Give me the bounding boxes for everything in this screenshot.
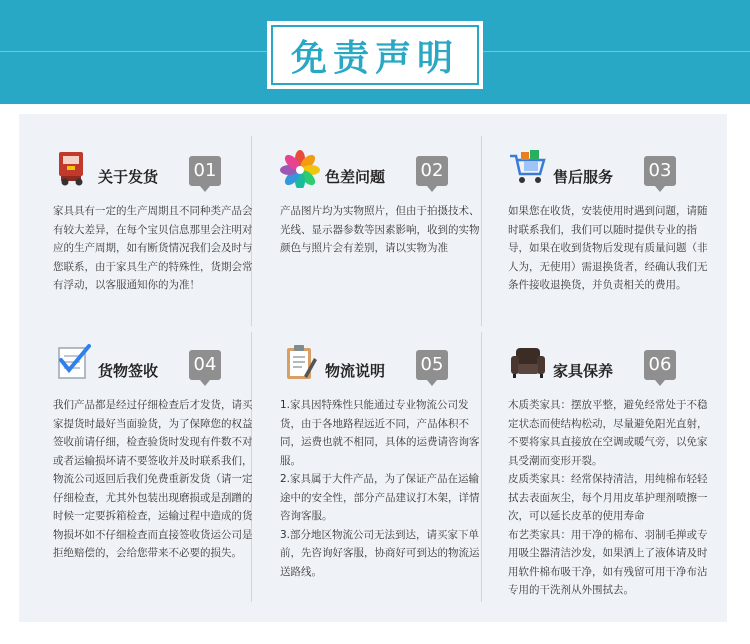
number-badge: 04 xyxy=(189,350,221,380)
card-paragraph: 产品图片均为实物照片，但由于拍摄技术、光线、显示器参数等因素影响，收到的实物颜色与照片会有差别，请以实物为准 xyxy=(280,205,480,254)
clipboard-icon xyxy=(280,342,320,382)
card-title: 物流说明 xyxy=(325,362,386,380)
card-logistics xyxy=(280,336,480,581)
card-paragraph: 布艺类家具：用干净的棉布、羽制毛掸或专用吸尘器清洁沙发，如果洒上了液体请及时用软件棉布吸干净，如有残留可用干净布沾专用的干洗剂从外围拭去。 xyxy=(508,528,708,596)
card-after-sales xyxy=(508,142,708,295)
color-palette-icon xyxy=(280,148,320,188)
card-paragraph: 2.家具属于大件产品，为了保证产品在运输途中的安全性，部分产品建议打木架，详情咨询客服。 xyxy=(280,473,480,522)
card-text xyxy=(280,202,480,258)
card-paragraph: 如果您在收货，安装使用时遇到问题，请随时联系我们，我们可以随时提供专业的指导，如果在收到货物后发现有质量问题（非人为，无使用）需退换货者，经确认我们无条件接收退换货，并负责相关的费用。 xyxy=(508,205,708,291)
title-box xyxy=(267,21,483,89)
delivery-truck-icon xyxy=(53,148,93,188)
column-divider xyxy=(481,136,482,326)
disclaimer-panel xyxy=(19,114,727,622)
column-divider xyxy=(481,332,482,602)
card-text xyxy=(508,202,708,295)
card-text xyxy=(53,202,253,295)
card-maintenance xyxy=(508,336,708,600)
card-paragraph: 皮质类家具：经常保持清洁，用纯棉布轻轻拭去表面灰尘，每个月用皮革护理剂喷擦一次，可以延长皮革的使用寿命 xyxy=(508,473,708,522)
card-shipping xyxy=(53,142,253,295)
card-paragraph: 木质类家具：摆放平整，避免经常处于不稳定状态而使结构松动，尽量避免阳光直射，不要将家具直接放在空调或暖气旁，以免家具受潮而变形开裂。 xyxy=(508,399,708,467)
card-receipt xyxy=(53,336,253,563)
card-title: 家具保养 xyxy=(553,362,614,380)
card-text xyxy=(53,396,253,563)
card-paragraph: 1.家具因特殊性只能通过专业物流公司发货，由于各地路程远近不同，产品体积不同，运费也就不相同，具体的运费请咨询客服。 xyxy=(280,399,480,467)
armchair-icon xyxy=(508,342,548,382)
shopping-cart-icon xyxy=(508,148,548,188)
card-paragraph: 家具具有一定的生产周期且不同种类产品会有较大差异，在每个宝贝信息那里会注明对应的生产周期，如有断货情况我们会及时与您联系，由于家具生产的特殊性，货期会常有浮动，以客服通知你的为准！ xyxy=(53,205,253,291)
page-title: 免责声明 xyxy=(290,37,459,79)
card-title: 货物签收 xyxy=(98,362,159,380)
card-text xyxy=(280,396,480,581)
header-banner xyxy=(0,0,750,104)
number-badge: 02 xyxy=(416,156,448,186)
card-text xyxy=(508,396,708,600)
card-paragraph: 3.部分地区物流公司无法到达，请买家下单前，先咨询好客服，协商好可到达的物流运送路线。 xyxy=(280,528,480,578)
number-badge: 06 xyxy=(644,350,676,380)
number-badge: 03 xyxy=(644,156,676,186)
number-badge: 05 xyxy=(416,350,448,380)
card-color-difference xyxy=(280,142,480,258)
checklist-icon xyxy=(53,342,93,382)
card-title: 色差问题 xyxy=(325,168,386,186)
card-paragraph: 我们产品都是经过仔细检查后才发货，请买家提货时最好当面验货，为了保障您的权益签收前请仔细，检查验货时发现有件数不对或者运输损坏请不要签收并及时联系我们，物流公司返回后我们免费重新发货（请一定仔细检查，尤其外包装出现磨损或是刮蹭的时候一定要拆箱检查，运输过程中造成的货物损坏如不仔细检查而直接签收货运公司是拒绝赔偿的，会给您带来不必要的损失。 xyxy=(53,399,253,559)
number-badge: 01 xyxy=(189,156,221,186)
title-frame xyxy=(271,25,479,85)
card-title: 关于发货 xyxy=(98,168,159,186)
card-title: 售后服务 xyxy=(553,168,614,186)
